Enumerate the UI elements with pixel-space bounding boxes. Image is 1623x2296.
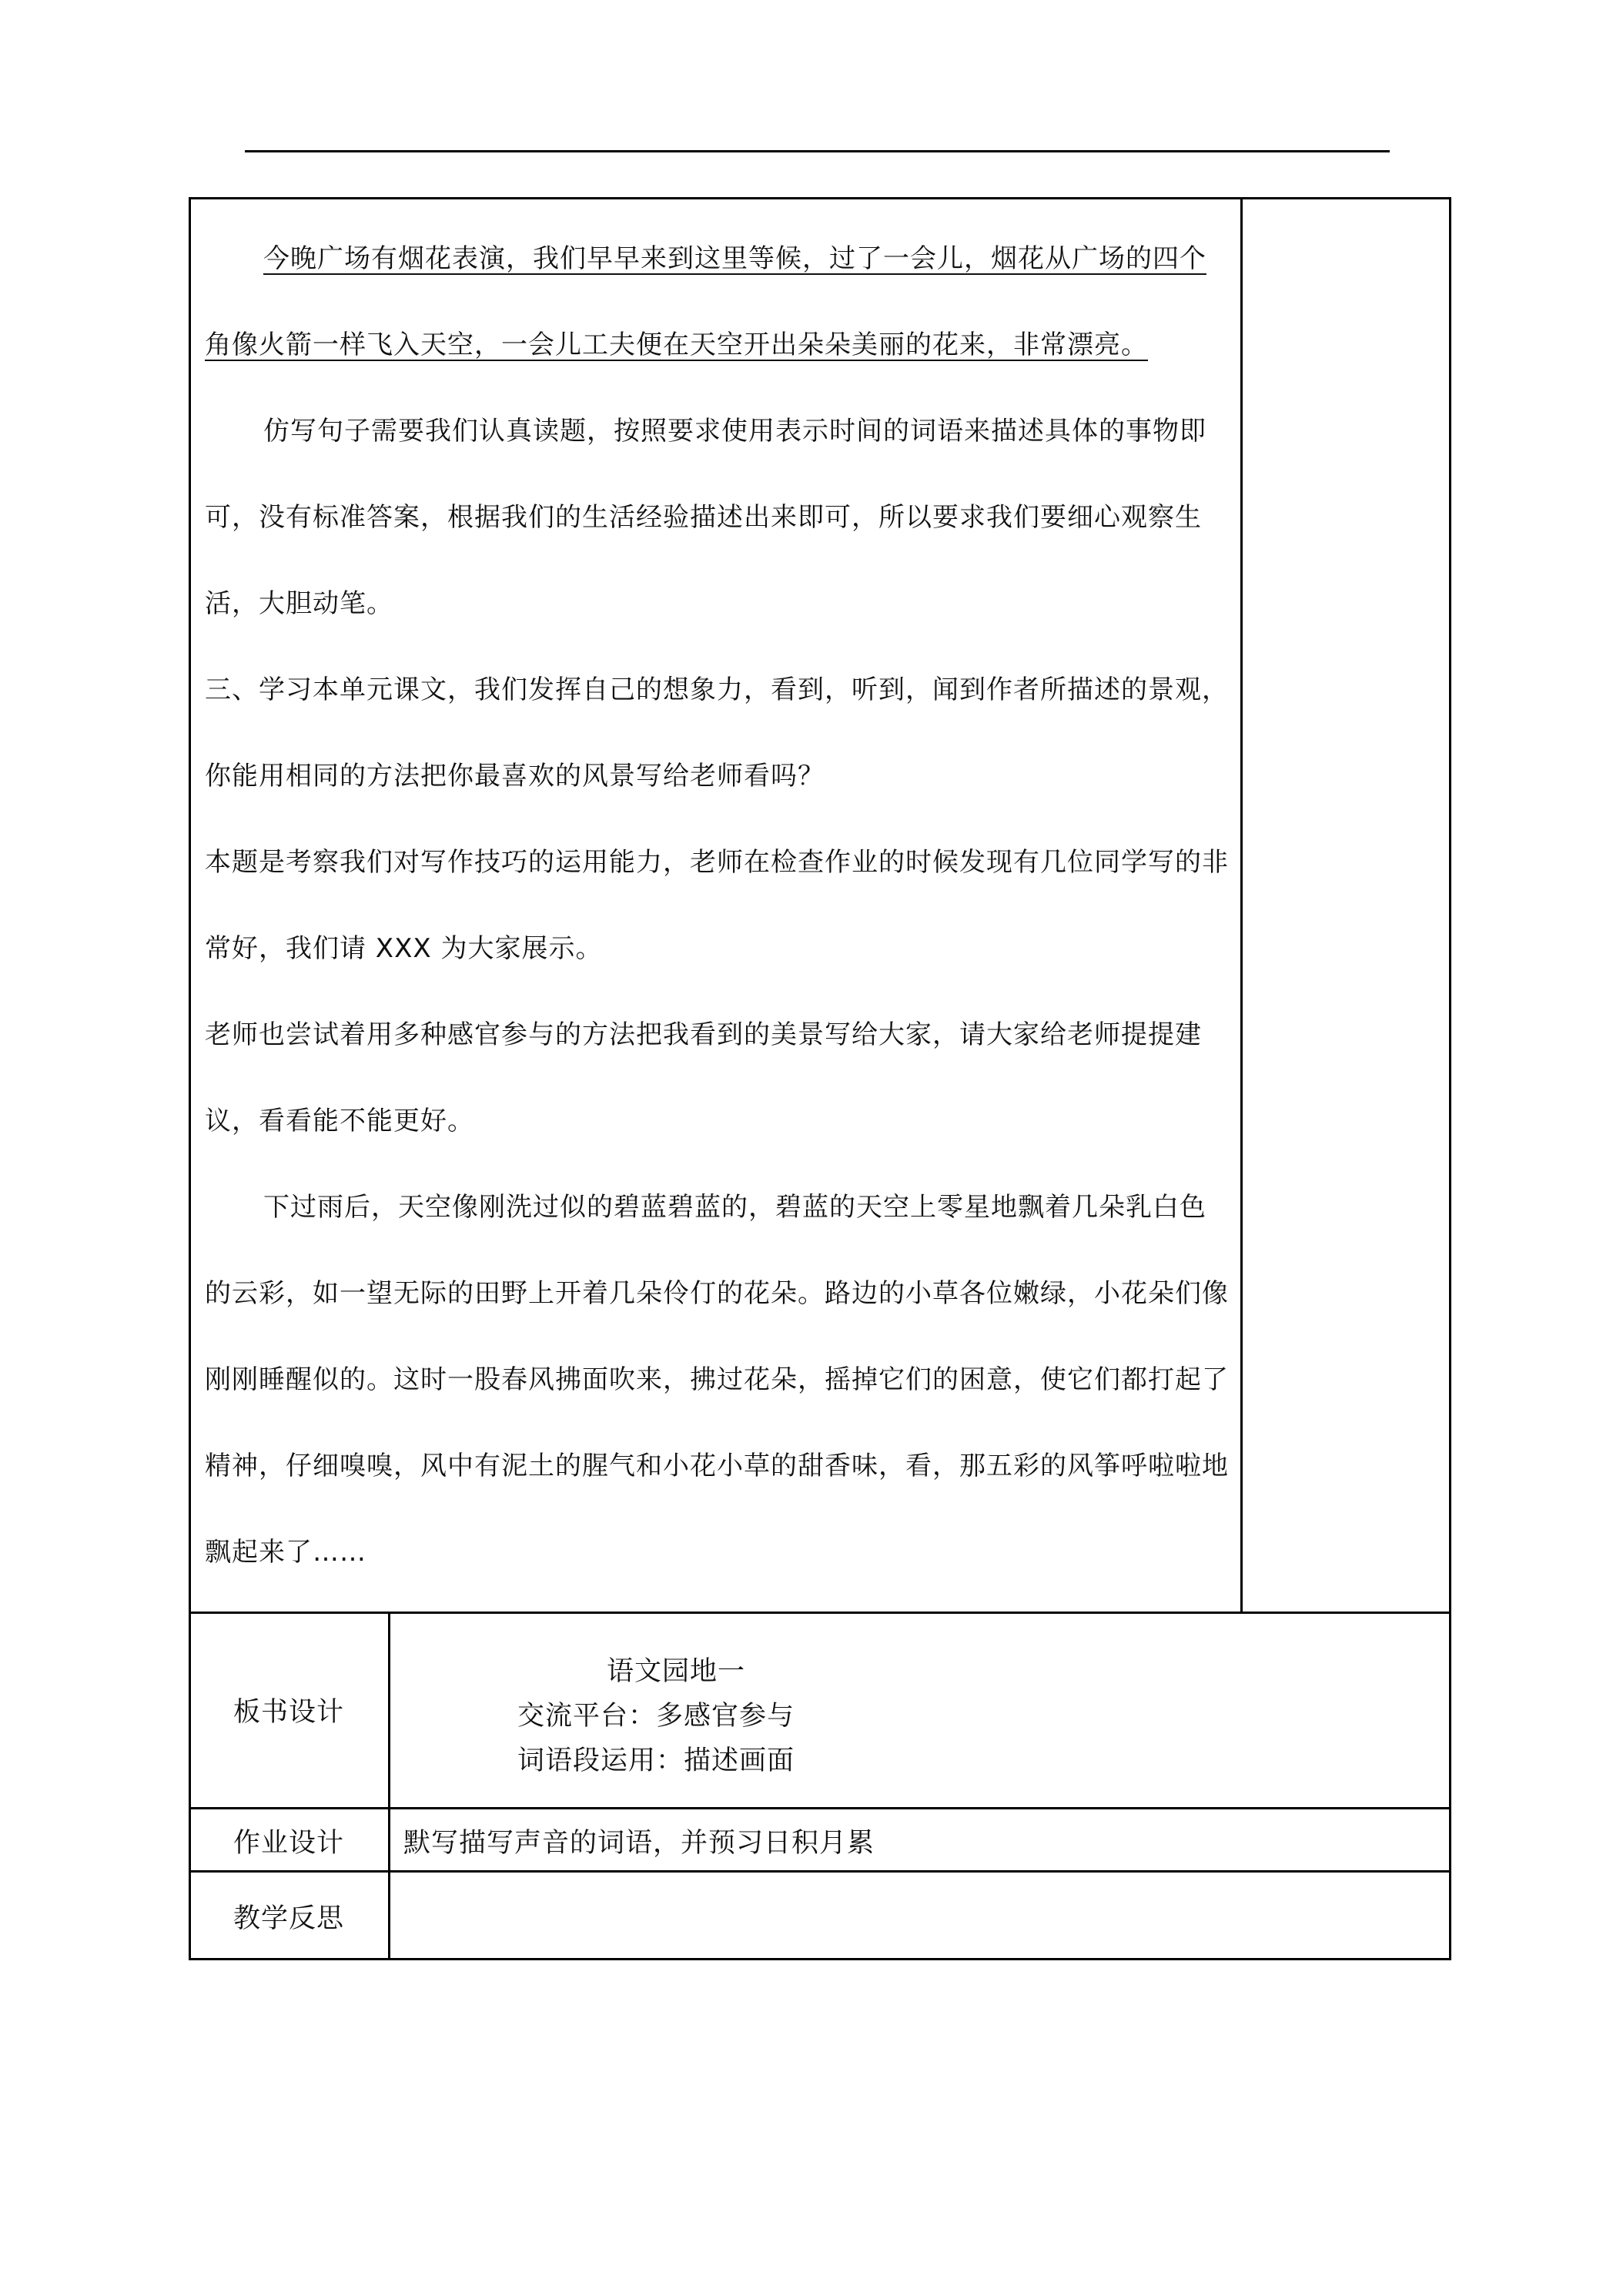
table-bottom-border <box>189 1958 1451 1960</box>
row-divider-reflection <box>189 1870 1451 1873</box>
table-top-border <box>189 197 1451 199</box>
paragraph-model-essay: 下过雨后，天空像刚洗过似的碧蓝碧蓝的，碧蓝的天空上零星地飘着几朵乳白色的云彩，如一望无际的田野上开着几朵伶仃的花朵。路边的小草各位嫩绿，小花朵们像刚刚睡醒似的。这时一股春风拂面吹来，拂过花朵，摇掉它们的困意，使它们都打起了精神，仔细嗅嗅，风中有泥土的腥气和小花小草的甜香味，看，那五彩的风筝呼啦啦地飘起来了…… <box>205 1192 1229 1568</box>
content-column-divider <box>1240 197 1243 1614</box>
row-divider-board <box>189 1612 1451 1614</box>
paragraph-imitation-note: 仿写句子需要我们认真读题，按照要求使用表示时间的词语来描述具体的事物即可，没有标准答案，根据我们的生活经验描述出来即可，所以要求我们要细心观察生活，大胆动笔。 <box>205 416 1206 619</box>
paragraph-teacher-try: 老师也尝试着用多种感官参与的方法把我看到的美景写给大家，请大家给老师提提建议，看看能不能更好。 <box>205 1019 1202 1136</box>
board-title: 语文园地一 <box>607 1656 746 1687</box>
board-line-1: 交流平台：多感官参与 <box>517 1701 795 1732</box>
row-divider-homework <box>189 1807 1451 1809</box>
paragraph-question-three: 三、学习本单元课文，我们发挥自己的想象力，看到，听到，闻到作者所描述的景观，你能用相同的方法把你最喜欢的风景写给老师看吗？ <box>205 674 1229 792</box>
paragraph-example-sentence <box>205 216 1229 388</box>
homework-text: 默写描写声音的词语，并预习日积月累 <box>403 1828 875 1859</box>
homework-label: 作业设计 <box>233 1828 344 1859</box>
underlined-example: 今晚广场有烟花表演，我们早早来到这里等候，过了一会儿，烟花从广场的四个角像火箭一样飞入天空，一会儿工夫便在天空开出朵朵美丽的花来，非常漂亮。 <box>205 243 1206 360</box>
board-design-label: 板书设计 <box>233 1697 344 1728</box>
lesson-content <box>205 216 1229 1595</box>
header-rule <box>245 150 1390 152</box>
table-right-border <box>1449 197 1451 1960</box>
board-design-content <box>517 1649 795 1783</box>
board-line-2: 词语段运用：描述画面 <box>517 1745 795 1776</box>
reflection-label: 教学反思 <box>233 1903 344 1934</box>
paragraph-skill-note: 本题是考察我们对写作技巧的运用能力，老师在检查作业的时候发现有几位同学写的非常好，我们请 XXX 为大家展示。 <box>205 847 1229 964</box>
